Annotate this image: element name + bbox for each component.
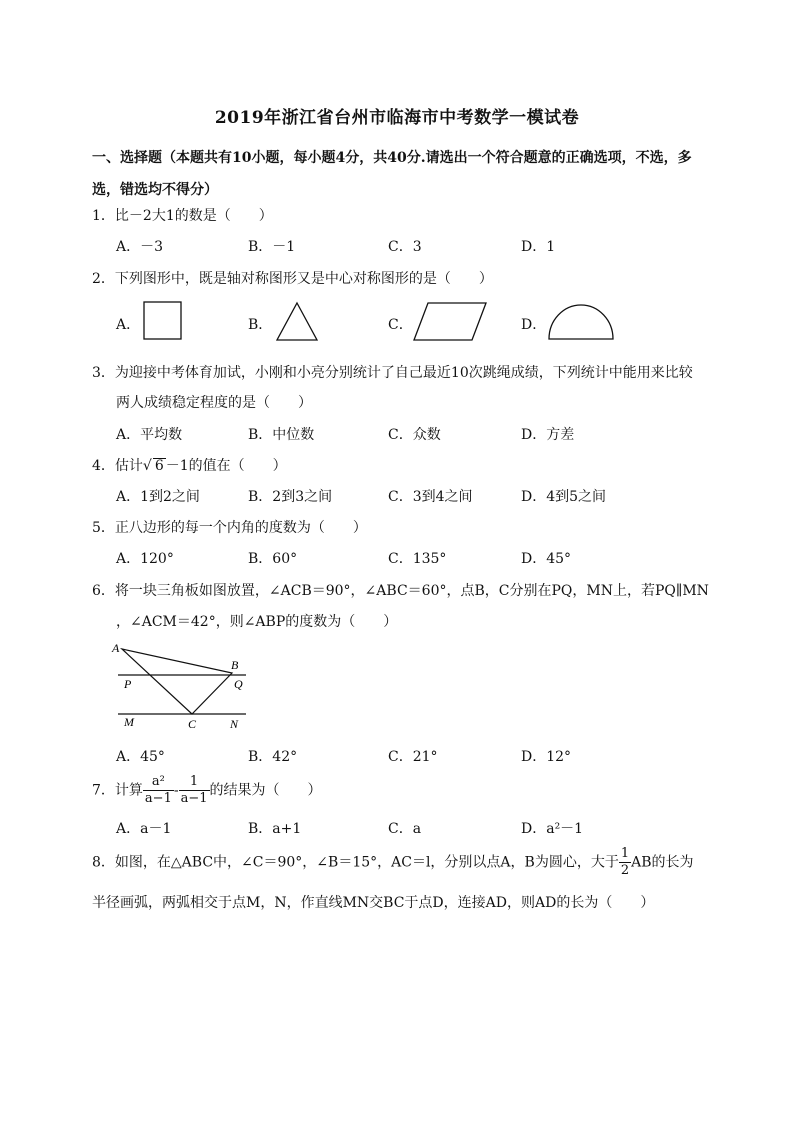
question-6-line2: ，∠ACM＝42°，则∠ABP的度数为（ ） [116, 614, 398, 630]
option-d: D． [521, 317, 547, 333]
question-3-options [116, 424, 716, 444]
parallelogram-icon [412, 300, 490, 342]
fraction-2-numerator: 1 [179, 774, 210, 791]
fraction-1-numerator: a² [143, 774, 174, 791]
option-d: D．12° [521, 749, 572, 765]
fraction-half [619, 846, 631, 879]
square-icon [142, 300, 184, 342]
question-3-line1: 3．为迎接中考体育加试，小刚和小亮分别统计了自己最近10次跳绳成绩，下列统计中能用来比较 [92, 365, 693, 381]
option-c: C．135° [388, 551, 447, 567]
half-numerator: 1 [620, 846, 630, 861]
option-a: A．1到2之间 [116, 489, 200, 505]
question-4-options [116, 486, 716, 506]
label-b: B [231, 658, 239, 672]
question-4 [92, 455, 287, 475]
half-denominator: 2 [620, 863, 630, 878]
option-b: B． [248, 317, 273, 333]
option-d: D．4到5之间 [521, 489, 607, 505]
question-6-line1: 6．将一块三角板如图放置，∠ACB＝90°，∠ABC＝60°，点B，C分别在PQ，MN上，若PQ∥MN [92, 583, 709, 599]
label-q: Q [234, 677, 243, 691]
option-d: D．方差 [521, 427, 575, 443]
option-c: C．众数 [388, 427, 441, 443]
option-d: D．45° [521, 551, 572, 567]
question-2: 2．下列图形中，既是轴对称图形又是中心对称图形的是（ ） [92, 271, 493, 287]
question-2-options [116, 300, 636, 344]
label-p: P [124, 677, 132, 691]
question-6-options [116, 746, 716, 766]
fraction-1-denominator: a−1 [144, 791, 172, 806]
option-c: C． [388, 317, 413, 333]
question-8-line2: 半径画弧，两弧相交于点M，N，作直线MN交BC于点D，连接AD，则AD的长为（ ） [92, 895, 655, 911]
label-n: N [230, 717, 239, 731]
label-c: C [188, 717, 197, 731]
option-a: A．a－1 [116, 821, 172, 837]
question-3-line2: 两人成绩稳定程度的是（ ） [116, 395, 312, 411]
question-5: 5．正八边形的每一个内角的度数为（ ） [92, 520, 367, 536]
option-a: A． [116, 317, 141, 333]
question-4-post: －1的值在（ ） [165, 458, 287, 474]
triangle-abc [122, 649, 232, 714]
question-8-line1 [92, 846, 694, 879]
exam-title: 2019年浙江省台州市临海市中考数学一模试卷 [214, 108, 580, 128]
option-c: C．21° [388, 749, 438, 765]
radicand: 6 [154, 458, 164, 474]
label-m: M [124, 715, 134, 729]
question-8-pre: 8．如图，在△ABC中，∠C＝90°，∠B＝15°，AC＝l，分别以点A，B为圆心，大于 [92, 854, 619, 871]
option-c: C．3到4之间 [388, 489, 473, 505]
section-heading [92, 142, 712, 206]
question-7-post: 的结果为（ ） [209, 782, 322, 799]
option-b: B．中位数 [248, 427, 315, 443]
fraction-2 [179, 774, 210, 807]
section-heading-line1: 一、选择题（本题共有10小题，每小题4分，共40分.请选出一个符合题意的正确选项，不选，多 [92, 150, 692, 166]
sqrt-sign: √ [142, 458, 152, 474]
option-b: B．－1 [248, 239, 296, 255]
question-1: 1．比－2大1的数是（ ） [92, 208, 273, 224]
option-a: A．120° [116, 551, 174, 567]
option-c: C．a [388, 821, 422, 837]
option-b: B．60° [248, 551, 298, 567]
question-7-pre: 7．计算 [92, 782, 143, 799]
question-4-pre: 4．估计 [92, 458, 143, 474]
option-a: A．－3 [116, 239, 164, 255]
question-8-post: AB的长为 [631, 854, 694, 871]
option-a: A．平均数 [116, 427, 183, 443]
question-1-options [116, 236, 716, 256]
option-b: B．a+1 [248, 821, 302, 837]
minus-sign: - [173, 782, 179, 799]
option-a: A．45° [116, 749, 165, 765]
option-b: B．42° [248, 749, 298, 765]
section-heading-line2: 选，错选均不得分） [92, 182, 218, 198]
question-7 [92, 774, 322, 807]
triangle-figure [110, 638, 260, 736]
label-a: A [112, 641, 120, 655]
option-d: D．a²－1 [521, 821, 584, 837]
fraction-1 [143, 774, 174, 807]
option-c: C．3 [388, 239, 422, 255]
question-7-options [116, 818, 716, 838]
fraction-2-denominator: a−1 [180, 791, 208, 806]
semicircle-icon [546, 300, 616, 342]
triangle-icon [274, 300, 320, 342]
question-5-options [116, 548, 716, 568]
option-b: B．2到3之间 [248, 489, 333, 505]
option-d: D．1 [521, 239, 556, 255]
